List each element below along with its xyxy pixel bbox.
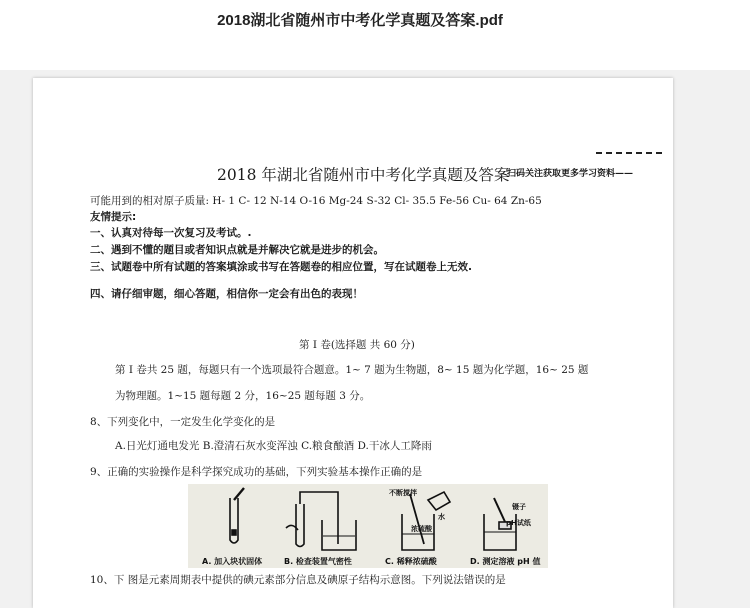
document-title: 2018 年湖北省随州市中考化学真题及答案	[217, 166, 510, 184]
tips-heading: 友情提示:	[90, 211, 137, 223]
question-9-figure	[188, 484, 548, 568]
tip-4: 四、请仔细审题，细心答题，相信你一定会有出色的表现！	[90, 288, 363, 300]
label-stir: 不断搅拌	[389, 489, 417, 497]
label-acid: 浓硫酸	[411, 525, 432, 533]
section-intro-line-1: 第 I 卷共 25 题，每题只有一个选项最符合题意。1~ 7 题为生物题，8~ 15 题为化学题，16~ 25 题	[115, 364, 589, 376]
caption-c: C. 稀释浓硫酸	[385, 557, 437, 566]
section-heading: 第 I 卷(选择题 共 60 分)	[299, 339, 415, 351]
header-dashes	[596, 152, 662, 154]
tip-1: 一、认真对待每一次复习及考试。.	[90, 227, 252, 239]
question-9-stem: 9、正确的实验操作是科学探究成功的基础，下列实验基本操作正确的是	[90, 466, 423, 478]
label-ph-paper: pH试纸	[506, 519, 531, 527]
caption-d: D. 测定溶液 pH 值	[470, 557, 541, 566]
caption-a: A. 加入块状固体	[202, 557, 263, 566]
label-tweezers: 镊子	[512, 503, 526, 511]
tip-3: 三、试题卷中所有试题的答案填涂或书写在答题卷的相应位置，写在试题卷上无效.	[90, 261, 472, 273]
pdf-page[interactable]	[33, 78, 673, 608]
document-content	[33, 78, 673, 608]
label-water: 水	[438, 513, 445, 521]
section-intro-line-2: 为物理题。1~15 题每题 2 分，16~25 题每题 3 分。	[115, 390, 371, 402]
qr-note: 扫码关注获取更多学习资料——	[507, 169, 634, 179]
file-title: 2018湖北省随州市中考化学真题及答案.pdf	[217, 12, 503, 29]
question-8-options: A.日光灯通电发光 B.澄清石灰水变浑浊 C.粮食酿酒 D.干冰人工降雨	[115, 440, 432, 452]
caption-b: B. 检查装置气密性	[284, 557, 352, 566]
viewer-header	[0, 0, 750, 70]
question-10-stem: 10、下 图是元素周期表中提供的碘元素部分信息及碘原子结构示意图。下列说法错误的是	[90, 574, 506, 586]
tip-2: 二、遇到不懂的题目或者知识点就是并解决它就是进步的机会。	[90, 244, 384, 256]
question-8-stem: 8、下列变化中，一定发生化学变化的是	[90, 416, 276, 428]
atomic-masses: 可能用到的相对原子质量: H- 1 C- 12 N-14 O-16 Mg-24 S-32 Cl- 35.5 Fe-56 Cu- 64 Zn-65	[90, 195, 542, 207]
